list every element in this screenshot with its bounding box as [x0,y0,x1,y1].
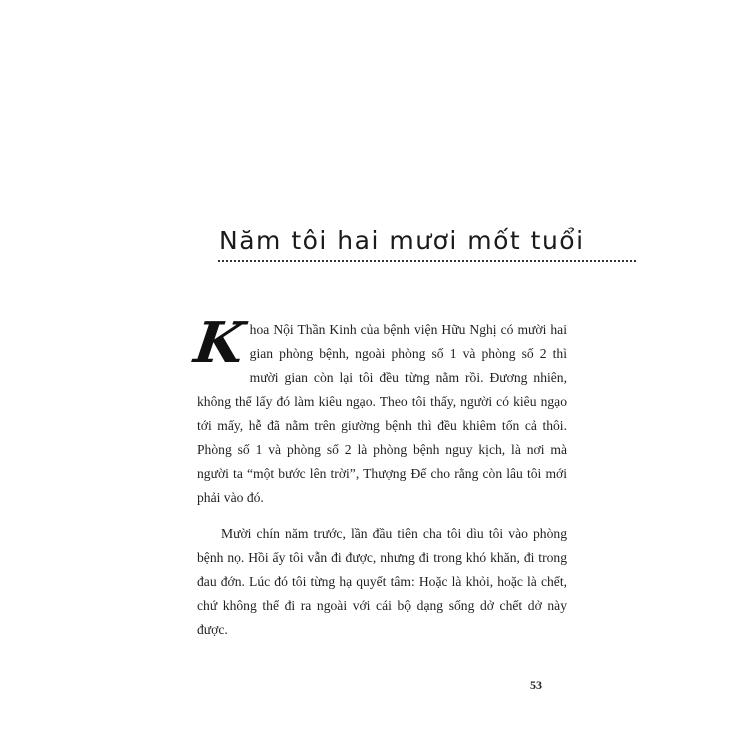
paragraph-1-text: hoa Nội Thần Kinh của bệnh viện Hữu Nghị có mười hai gian phòng bệnh, ngoài phòng số 1 và phòng số 2 thì mười gian còn lại tôi đều từng nằm rồi. Đương nhiên, không thể lấy đó làm kiêu ngạo. Theo tôi thấy, người có kiêu ngạo tới mấy, hễ đã nằm trên giường bệnh thì đều khiêm tốn cả thôi. Phòng số 1 và phòng số 2 là phòng bệnh nguy kịch, là nơi mà người ta “một bước lên trời”, Thượng Đế cho rằng còn lâu tôi mới phải vào đó. [197,322,567,505]
drop-cap: K [190,310,249,376]
page-number: 53 [530,678,542,692]
paragraph-1 [190,310,567,510]
title-dotted-rule [218,260,636,262]
paragraph-2: Mười chín năm trước, lần đầu tiên cha tôi dìu tôi vào phòng bệnh nọ. Hồi ấy tôi vẫn đi được, nhưng đi trong khó khăn, đi trong đau đớn. Lúc đó tôi từng hạ quyết tâm: Hoặc là khỏi, hoặc là chết, chứ không thể đi ra ngoài với cái bộ dạng sống dở chết dở này được. [197,526,567,637]
chapter-title: Năm tôi hai mươi mốt tuổi [219,226,585,255]
body-text [190,310,567,654]
